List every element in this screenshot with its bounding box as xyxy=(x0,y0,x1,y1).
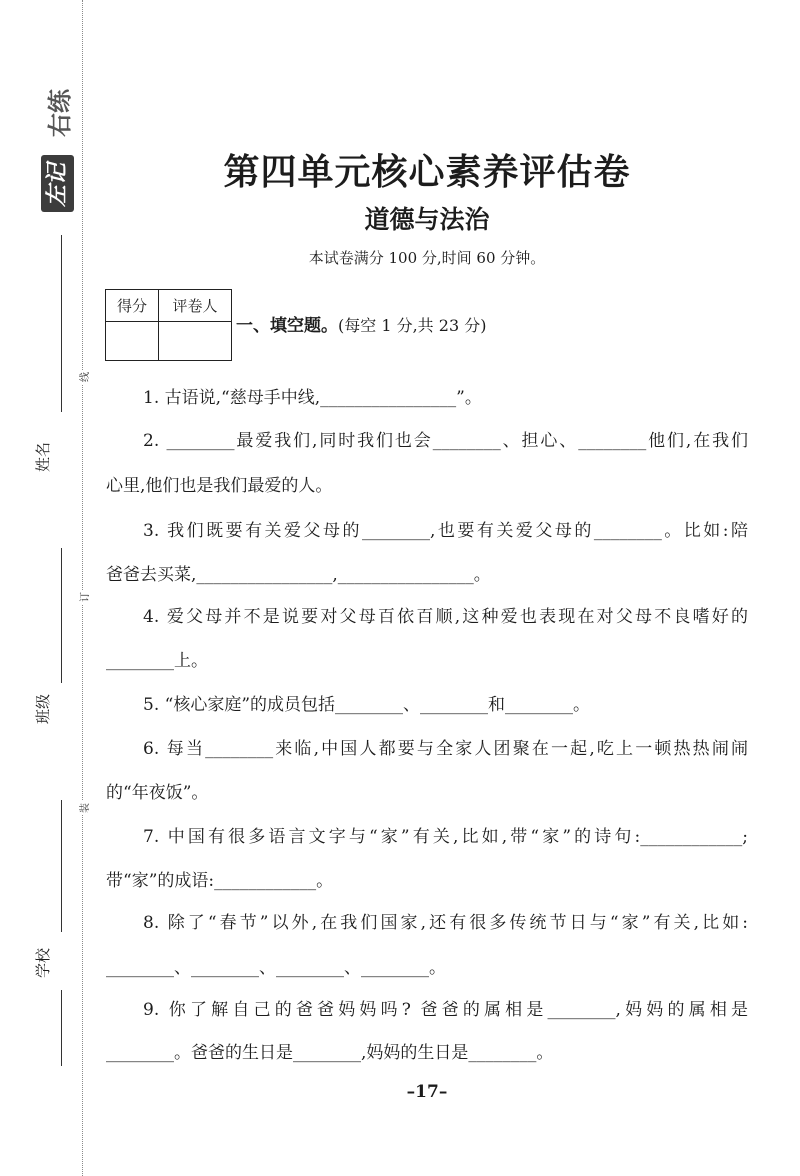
question-1-line-1: 1. 古语说,“慈母手中线,________________”。 xyxy=(143,388,482,408)
class-write-line xyxy=(35,548,62,683)
binding-mark-staple: 订 xyxy=(80,592,91,602)
question-7-line-1: 7. 中国有很多语言文字与“家”有关,比如,带“家”的诗句:____________; xyxy=(143,827,748,847)
score-cell xyxy=(106,322,159,360)
section-note: (每空 1 分,共 23 分) xyxy=(338,316,487,335)
name-field xyxy=(35,235,62,472)
exam-info: 本试卷满分 100 分,时间 60 分钟。 xyxy=(308,249,546,267)
question-8-line-1: 8. 除了“春节”以外,在我们国家,还有很多传统节日与“家”有关,比如: xyxy=(143,913,748,933)
question-9-line-1: 9. 你了解自己的爸爸妈妈吗? 爸爸的属相是________,妈妈的属相是 xyxy=(143,1000,748,1020)
margin-bottom-rule xyxy=(61,990,62,1066)
section-title xyxy=(236,314,486,338)
score-label: 得分 xyxy=(106,290,159,322)
grader-label: 评卷人 xyxy=(159,290,231,322)
class-field xyxy=(35,548,62,724)
question-8-line-2: ________、________、________、________。 xyxy=(106,958,446,978)
question-3-line-2: 爸爸去买菜,________________,________________。 xyxy=(106,565,491,585)
school-field xyxy=(35,800,62,978)
grader-cell xyxy=(159,322,231,360)
subject-title: 道德与法治 xyxy=(364,205,490,234)
name-label: 姓名 xyxy=(34,441,52,472)
binding-dotted-line xyxy=(82,0,83,1176)
question-6-line-1: 6. 每当________来临,中国人都要与全家人团聚在一起,吃上一顿热热闹闹 xyxy=(143,739,748,759)
question-4-line-2: ________上。 xyxy=(106,651,208,671)
question-5-line-1: 5. “核心家庭”的成员包括________、________和________。 xyxy=(143,695,591,715)
question-4-line-1: 4. 爱父母并不是说要对父母百依百顺,这种爱也表现在对父母不良嗜好的 xyxy=(143,607,748,627)
question-6-line-2: 的“年夜饭”。 xyxy=(106,783,209,803)
page-number: –17– xyxy=(406,1082,448,1102)
score-table xyxy=(105,289,232,361)
section-heading: 一、填空题。 xyxy=(236,316,338,336)
school-write-line xyxy=(35,800,62,932)
binding-mark-line: 线 xyxy=(80,372,91,382)
binding-mark-bind: 装 xyxy=(80,803,91,813)
name-write-line xyxy=(35,235,62,412)
page-title: 第四单元核心素养评估卷 xyxy=(223,151,631,193)
school-label: 学校 xyxy=(34,947,52,978)
question-9-line-2: ________。爸爸的生日是________,妈妈的生日是________。 xyxy=(106,1043,554,1063)
question-7-line-2: 带“家”的成语:____________。 xyxy=(106,871,334,891)
question-2-line-2: 心里,他们也是我们最爱的人。 xyxy=(106,476,333,496)
brand-logo xyxy=(40,80,75,212)
question-3-line-1: 3. 我们既要有关爱父母的________,也要有关爱父母的________。比如:陪 xyxy=(143,521,748,541)
question-2-line-1: 2. ________最爱我们,同时我们也会________、担心、________他们,在我们 xyxy=(143,431,748,451)
class-label: 班级 xyxy=(34,693,52,724)
logo-dark-part: 左记 xyxy=(41,155,74,212)
logo-light-part: 右练 xyxy=(46,88,74,137)
